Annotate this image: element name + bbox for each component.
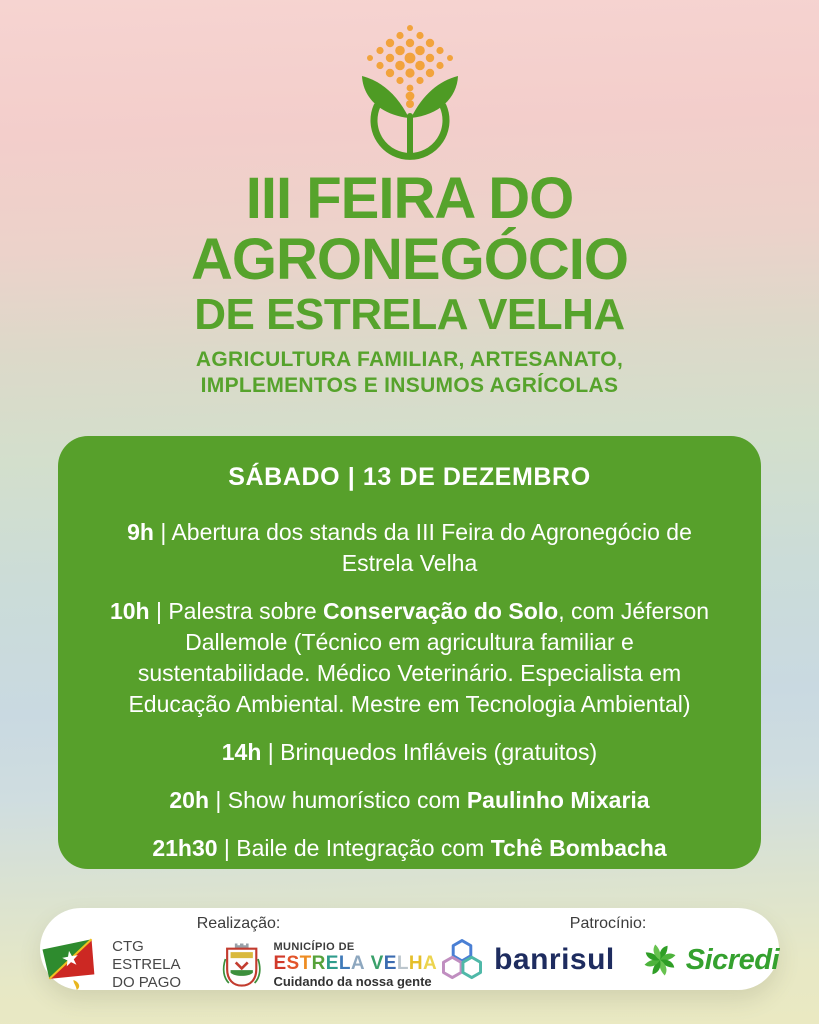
title-line-3: DE ESTRELA VELHA [194, 290, 625, 339]
schedule-item: 20h | Show humorístico com Paulinho Mixaria [169, 787, 650, 813]
banrisul-hexagons-icon [437, 938, 487, 982]
sponsor-label: Patrocínio: [569, 915, 647, 932]
sicredi-logo [641, 941, 779, 979]
sponsor-logos [437, 938, 779, 982]
realization-logos [40, 936, 437, 994]
poster-title [0, 168, 819, 399]
fair-logo-icon [335, 24, 485, 164]
subtitle-line-1: AGRICULTURA FAMILIAR, ARTESANATO, [195, 348, 624, 371]
banrisul-logo [437, 938, 615, 982]
ctg-name-line-2: DO PAGO [112, 974, 182, 991]
schedule-list [100, 517, 719, 864]
title-line-2: AGRONEGÓCIO [191, 227, 628, 292]
ctg-name-line-1: CTG ESTRELA [112, 938, 181, 973]
schedule-card [58, 436, 761, 869]
schedule-item: 10h | Palestra sobre Conservação do Solo, com Jéferson Dallemole (Técnico em agricultura familiar e sustentabilidade. Médico Veterinário. Especialista em Educação Ambiental. Mestre em Tecnologia Ambiental) [109, 598, 710, 717]
schedule-item: 9h | Abertura dos stands da III Feira do Agronegócio de Estrela Velha [127, 519, 692, 576]
municipality-block [273, 941, 437, 989]
sponsor-section [437, 908, 779, 990]
footer-bar [40, 908, 779, 990]
realization-label: Realização: [196, 915, 281, 932]
fair-logo [0, 24, 819, 164]
municipality-wordmark: ESTRELA VELHA [273, 953, 438, 974]
municipality-slogan: Cuidando da nossa gente [273, 974, 432, 989]
sicredi-wordmark: Sicredi [685, 943, 779, 976]
schedule-item: 14h | Brinquedos Infláveis (gratuitos) [221, 739, 598, 765]
poster-subtitle [0, 347, 819, 399]
ctg-name [112, 938, 210, 992]
municipality-crest-icon [222, 940, 261, 990]
subtitle-line-2: IMPLEMENTOS E INSUMOS AGRÍCOLAS [200, 374, 619, 397]
banrisul-wordmark: banrisul [494, 943, 615, 976]
title-line-1: III FEIRA DO [245, 166, 574, 231]
schedule-item: 21h30 | Baile de Integração com Tchê Bombacha [152, 835, 667, 861]
municipality-top-label: MUNICÍPIO DE [273, 941, 355, 953]
ctg-flag-icon [40, 936, 100, 994]
sicredi-pinwheel-icon [641, 941, 679, 979]
schedule-header: SÁBADO | 13 DE DEZEMBRO [228, 463, 591, 491]
realization-section [40, 908, 437, 990]
